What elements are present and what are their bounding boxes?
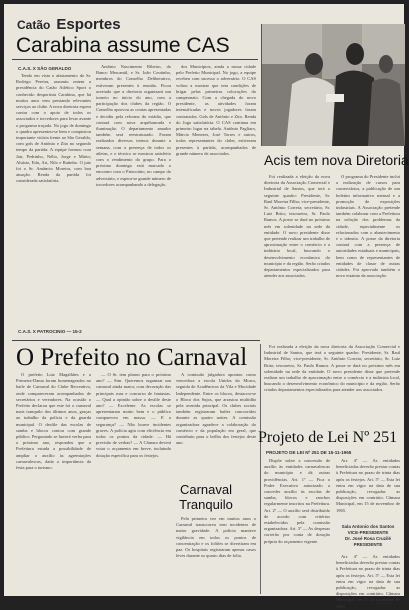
headline-projeto: Projeto de Lei Nº 251 [258, 429, 398, 446]
article-cas-col2 [96, 64, 171, 336]
article-projeto-text-1: Dispõe sobre a concessão de auxílio às entidades carnavalescas do município e dá outras providências. Art. 1º — Fica o Poder Executivo autorizado a conceder auxílio às escolas de samba, blocos e ranchos regularmente inscritos na Prefeitura. Art. 2º — O auxílio será distribuído de acordo com critérios estabelecidos pela comissão organizadora. Art. 3º — As despesas correrão por conta de dotação própria do orçamento vigente. [264, 458, 330, 544]
article-cas-col3 [176, 64, 256, 336]
headline-carnaval-text: Carnaval Tranquilo [179, 482, 233, 512]
article-projeto-text-2: Art. 4º — As entidades beneficiadas deverão prestar contas à Prefeitura no prazo de trinta dias após os festejos. Art. 5º — Esta lei entra em vigor na data de sua publicação, revogadas as disposições em contrário. Câmara Municipal, em 15 de novembro de 1965. [336, 458, 400, 513]
article-prefeito-text-1: O prefeito Luiz Magalhães e a Primeira-Dama foram homenageados no baile de Carnaval do Clube Recreativo, onde compareceram acompanhados de secretários e vereadores. Na ocasião o Prefeito declarou que este foi o carnaval mais tranquilo dos últimos anos, graças ao trabalho da polícia e da guarda municipal. O desfile das escolas de samba e blocos contou com grande público. Perguntado se haverá verba para o próximo ano, respondeu que a Prefeitura estuda a possibilidade de ampliar o auxílio às agremiações carnavalescas, dada a importância da festa para o turismo. [16, 372, 91, 471]
subhead-cas-top: C.A.S. X SÃO GERALDO [18, 66, 72, 71]
headline-prefeito: O Prefeito no Carnaval [16, 344, 248, 371]
article-acis-col1 [264, 174, 330, 339]
headline-cas: Carabina assume CAS [16, 34, 230, 57]
section-kicker [17, 16, 121, 33]
article-prefeito-col3 [176, 372, 256, 477]
headline-carnaval [177, 482, 235, 512]
article-carnaval [176, 516, 256, 592]
article-acis-text-2: O programa do Presidente inclui a realização de cursos para comerciários, a publicação de um boletim informativo mensal e a promoção de exposições industriais. A Associação pretende também colaborar com a Prefeitura na solução dos problemas da cidade, especialmente os relacionados com o abastecimento e o trânsito. A posse da diretoria contará com a presença de autoridades estaduais e municipais, bem como de representantes de entidades de classe de outras cidades. Foi aprovado também o novo estatuto da associação. [336, 174, 400, 279]
article-projeto-col2 [336, 458, 400, 520]
column-divider [260, 344, 261, 594]
kicker-section: Esportes [56, 16, 121, 33]
article-projeto-text-3: Art. 4º — As entidades beneficiadas deverão prestar contas à Prefeitura no prazo de trinta dias após os festejos. Art. 5º — Esta lei entra em vigor na data de sua publicação, revogadas as disposições em contrário. Câmara Municipal, em 15 de novembro de 1965. [336, 554, 400, 609]
subhead-cas-bottom: C.A.S. X PATROCINIO — 15-2 [18, 329, 82, 334]
kicker-city: Catão [17, 18, 51, 32]
article-cas-text-2: Antônio Nascimento Ribeiro, do Banco Mercantil, e Sr. João Coutinho, membros do Conselho Deliberativo, estiveram presentes à reunião. Ficou acertado que a diretoria organizará um torneio no início do ano, com a participação dos clubes da região. O Conselho aprovou as contas apresentadas e decidiu pela reforma do estádio, que contará com nova arquibancada e iluminação. O departamento amador também será reestruturado. Foram realizados diversos treinos durante a semana, com a presença de todos os atletas, e o técnico se mostrou satisfeito com o rendimento do grupo. Para o próximo domingo está marcado o encontro com o Patrocínio, no campo do adversário, e espera-se grande número de torcedores acompanhando a delegação. [96, 64, 171, 187]
article-projeto-col3 [336, 554, 400, 609]
article-acis-continued [264, 344, 400, 426]
headline-rule [12, 59, 258, 60]
article-acis-text-3: Foi realizada a eleição da nova diretoria da Associação Comercial e Industrial de Santos, que terá o seguinte quadro: Presidente, Sr. Raul Moreira Filho; vice-presidente, Sr. Antônio Correia; secretário, Sr. Luiz Brito; tesoureiro, Sr. Paulo Ramos. A posse se dará no próximo mês em solenidade na sede da entidade. O novo presidente disse que pretende realizar um trabalho de aproximação entre o comércio e a indústria local, buscando o desenvolvimento econômico do município e da região. Serão criados departamentos especializados para atender aos associados. [264, 344, 400, 393]
article-projeto-col1 [264, 458, 330, 592]
article-prefeito-col2 [96, 372, 171, 592]
headline-acis: Acis tem nova Diretoria [264, 152, 409, 168]
subhead-projeto: PROJETO DE LEI Nº 251 DE 15-11-1965 [266, 450, 352, 455]
article-cas-text-1: Tendo em vista o afastamento do Sr. Rodrigo Pereira, assumiu ontem a presidência do Catão Atlético Sport o conhecido desportista Carabina, que há muitos anos vem prestando relevantes serviços ao clube. A nova diretoria espera contar com o apoio de todos os associados e torcedores para levar avante o programa traçado. No jogo de domingo o quadro apresentou-se bem e conquistou importante vitória frente ao São Geraldo, com gols de Antônio e Zito no segundo tempo da partida. A equipe formou com Jair, Pedrinho, Nélio, Jorge e Mário; Aluísio, Edu, Ari, Nilo e Ratinho. O juiz foi o Sr. Amâncio Moreira, com boa atuação. Renda da partida foi considerada satisfatória. [16, 73, 91, 184]
article-prefeito-col1 [16, 372, 91, 592]
article-cas-col1 [16, 73, 91, 323]
newspaper-page [4, 4, 409, 609]
article-prefeito-text-3: A comissão julgadora apontou como vencedora a escola Unidos do Morro, seguida de Acadêmicos da Vila e Mocidade Independente. Entre os blocos, destacou-se o Bloco dos Sujos, que arrastou multidão pela avenida principal. Os clubes sociais também registraram bailes concorridos durante as quatro noites. A comissão organizadora agradece a colaboração do comércio e da população em geral, que contribuiu para o brilho dos festejos deste ano. [176, 372, 256, 446]
article-carnaval-text: Pela primeira vez em muitos anos o Carnaval transcorreu sem incidentes de maior gravidade. A polícia manteve vigilância em todos os pontos de concentração e os foliões se divertiram em paz. Os hospitais registraram apenas casos leves durante os quatro dias de folia. [176, 516, 256, 559]
signature-block: Sala Antonio dos Santos VICE-PRESIDENTE Dr. José Rosa Cruzilé PRESIDENTE [341, 524, 395, 547]
article-prefeito-text-2: — O Sr. tem planos para o próximo ano? — Sim. Queremos organizar um carnaval ainda maior, com decoração das principais ruas e concurso de fantasias. — Qual a opinião sobre o desfile deste ano? — Excelente. As escolas se apresentaram muito bem e o público compareceu em massa. — E a segurança? — Não houve incidentes graves. A polícia agiu com eficiência em todos os pontos da cidade. — Há previsão de verbas? — A Câmara deverá votar o orçamento em breve, incluindo dotação específica para os festejos. [96, 372, 171, 458]
article-cas-text-3: dos Municípios, ainda a nossa cidade pelo Prefeito Municipal. No jogo, a equipe recebeu com sucesso o adversário. O CAS voltou a mostrar que tem condições de brigar pelas primeiras colocações do campeonato. Com a chegada do novo presidente, as atividades foram intensificadas e novos jogadores foram contratados. Gols de Antônio e Zito. Renda do Jogo satisfatória. O CAS continua em primeiro lugar na tabela. Antônio Pagliaro, Márcio Menezes, José Torres e outros, todos representantes do clube, estiveram presentes à partida, acompanhados de grande número de associados. [176, 64, 256, 156]
article-acis-col2 [336, 174, 400, 339]
article-acis-text-1: Foi realizada a eleição da nova diretoria da Associação Comercial e Industrial de Santos, que terá o seguinte quadro: Presidente, Sr. Raul Moreira Filho; vice-presidente, Sr. Antônio Correia; secretário, Sr. Luiz Brito; tesoureiro, Sr. Paulo Ramos. A posse se dará no próximo mês em solenidade na sede da entidade. O novo presidente disse que pretende realizar um trabalho de aproximação entre o comércio e a indústria local, buscando o desenvolvimento econômico do município e da região. Serão criados departamentos especializados para atender aos associados. [264, 174, 330, 279]
photo-illustration [262, 24, 405, 146]
news-photo [261, 24, 405, 146]
section-rule [12, 340, 260, 341]
